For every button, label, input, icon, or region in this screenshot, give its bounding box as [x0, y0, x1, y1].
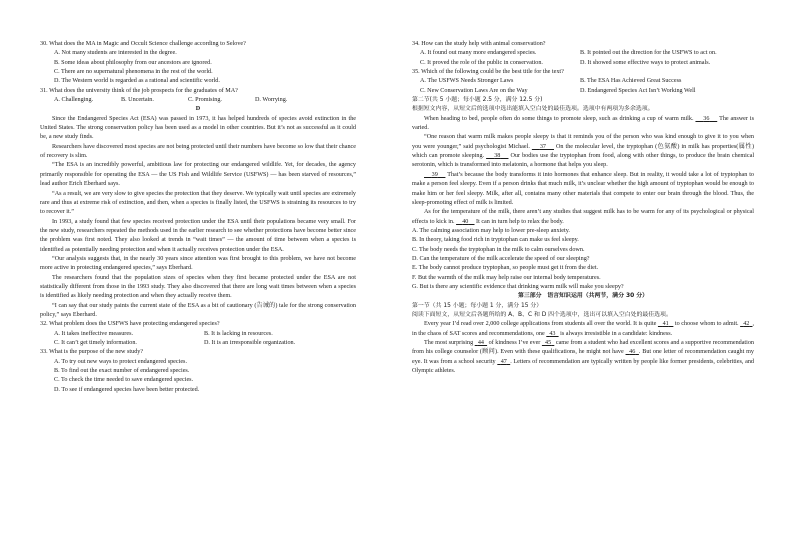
text-run: The answer is varied.: [412, 115, 754, 132]
option-f: F. But the warmth of the milk may help raise our internal body temperatures.: [412, 274, 601, 281]
passage-paragraph: [412, 171, 754, 208]
q34-option-d: D. It showed some effective ways to protect animals.: [580, 59, 711, 66]
q34-option-c: C. It proved the role of the public in conservation.: [420, 59, 543, 66]
q35-option-b: B. The ESA Has Achieved Great Success: [580, 78, 682, 85]
blank-43: [546, 331, 558, 337]
q30-option-d: D. The Western world is regarded as a rational and scientific world.: [54, 78, 220, 85]
q33-stem: 33. What is the purpose of the new study?: [40, 349, 144, 356]
q34-options-ab: [412, 49, 754, 58]
q33-option-b: B. To find out the exact number of endangered species.: [54, 368, 190, 375]
blank-number: 38: [494, 153, 501, 160]
part3-section1-heading: 第一节（共 15 小题；每小题 1 分，满分 15 分）: [412, 302, 543, 309]
blank-36: [695, 116, 717, 122]
text-run: “One reason that warm milk makes people sleepy is that it reminds you of the person who was kind enough to give it to you when you were younger,” said psychologist Michael.: [412, 134, 754, 150]
blank-38: [486, 153, 508, 159]
passage-paragraph: Since the Endangered Species Act (ESA) was passed in 1973, it has helped hundreds of species avoid extinction in the United States. The strong conservation policy has been used as a model in other countries. But it’s not as successful as it could be, a new study finds.: [40, 115, 356, 141]
text-run: As for the temperature of the milk, there aren’t any studies that suggest milk has to be warm for any of its psychological or physical effects to kick in.: [412, 209, 754, 225]
blank-number: 40: [462, 218, 469, 225]
text-run: . But one letter of recommendation caught my eye. It was from a school security: [412, 349, 754, 365]
passage-paragraph: [412, 115, 754, 134]
blank-45: [542, 340, 554, 346]
option-c: C. The body needs the tryptophan in the milk to calm ourselves down.: [412, 246, 585, 253]
text-run: On the molecular level, the tryptophan (色氨酸) in milk has properties(属性) which can promote sleeping.: [412, 143, 754, 160]
q32-option-c: C. It can’t get timely information.: [54, 340, 137, 346]
text-run: It can in turn help to relax the body.: [476, 218, 564, 225]
blank-number: 47: [500, 358, 507, 365]
blank-number: 36: [703, 115, 710, 122]
option-e: E. The body cannot produce tryptophan, so people must get it from the diet.: [412, 265, 599, 272]
q31-option-d: D. Worrying.: [255, 97, 288, 104]
q30-option-c: C. There are no supernatural phenomena in the rest of the world.: [54, 69, 213, 76]
q31-option-c: C. Promising.: [188, 97, 222, 104]
part3-instruction: 阅读下面短文，从短文后各题所给的 A、B、C 和 D 四个选项中，选出可以填入空白处的最佳选项。: [412, 311, 672, 318]
text-run: of kindness I’ve ever: [488, 340, 541, 346]
q31-option-b: B. Uncertain.: [121, 97, 154, 104]
cloze-paragraph: [412, 339, 754, 376]
q30-option-a: A. Not many students are interested in the degree.: [54, 50, 177, 57]
q35-option-d: D. Endangered Species Act Isn’t Working Well: [580, 87, 696, 94]
part3-heading: 第三部分 语言知识运用（共两节，满分 30 分）: [517, 293, 649, 300]
q30-stem: 30. What does the MA in Magic and Occult Science challenge according to Selove?: [40, 41, 246, 47]
q35-options-ab: [412, 77, 754, 86]
text-run: , in the chaos of SAT scores and recommendations, one: [412, 321, 754, 337]
q35-option-a: A. The USFWS Needs Stronger Laws: [420, 78, 514, 85]
blank-number: 44: [477, 340, 484, 346]
q34-options-cd: [412, 59, 754, 68]
q35-option-c: C. New Conservation Laws Are on the Way: [420, 87, 528, 94]
option-b: B. In theory, taking food rich in tryptophan can make us feel sleepy.: [412, 237, 579, 244]
q32-option-a: A. It takes ineffective measures.: [54, 330, 134, 337]
q32-options-cd: [40, 339, 356, 348]
blank-47: [497, 359, 510, 365]
passage-paragraph: The researchers found that the population sizes of species when they first became protected under the ESA are not statistically different from those in the 1993 study. They also discovered that there are long wait times between when a species is identified as likely needing protection and when they actually receive them.: [40, 274, 356, 300]
text-run: to choose whom to admit.: [674, 321, 739, 328]
q35-options-cd: [412, 87, 754, 96]
q31-option-a: A. Challenging.: [54, 97, 94, 104]
passage-paragraph: “Our analysis suggests that, in the nearly 30 years since attention was first brought to this problem, we have not become more active in protecting endangered species,” says Eberhard.: [40, 255, 356, 272]
cloze-paragraph: [412, 320, 754, 339]
passage-paragraph: “The ESA is an incredibly powerful, ambitious law for protecting our endangered wildlife. Yet, for decades, the agency primarily responsible for operating the ESA — the US Fish and Wildlife Service (USFWS) — has been starved of resources,” lead author Erich Eberhard says.: [40, 162, 356, 188]
text-run: . Letters of recommendation are typically written by people like former presidents, celebrities, and Olympic athletes.: [412, 358, 754, 375]
blank-number: 43: [549, 330, 556, 337]
blank-number: 39: [431, 171, 438, 178]
text-run: Our bodies use the tryptophan from food, along with other things, to produce the brain chemical serotonin, which is transformed into melatonin, a hormone that helps you sleep.: [412, 153, 755, 169]
passage-paragraph: In 1993, a study found that few species received protection under the ESA until their populations became very small. For the new study, researchers repeated the methods used in the earlier research to see whether protections have become better since the problem was first noted. They also looked at trends in “wait times” — the amount of time between when a species is identified as potentially needing protection and when it actually receives protection under the ESA.: [40, 218, 356, 253]
blank-number: 41: [662, 321, 669, 328]
blank-44: [475, 340, 487, 346]
option-d: D. Can the temperature of the milk accelerate the speed of our sleeping?: [412, 255, 590, 262]
right-column: [412, 40, 754, 376]
q32-stem: 32. What problem does the USFWS have protecting endangered species?: [40, 321, 220, 328]
q35-stem: 35. Which of the following could be the best title for the text?: [412, 69, 564, 76]
q32-option-d: D. It is an irresponsible organization.: [204, 340, 296, 346]
passage-paragraph: “As a result, we are very slow to give species the protection that they deserve. We typically wait until species are extremely rare and thus at extreme risk of extinction, and then, when a species is finally listed, the USFWS is straining its resources to try to recover it.”: [40, 190, 356, 216]
text-run: came from a student who had excellent scores and a supportive recommendation from his college counselor (顾问). Even with these qualifications, he might not have: [412, 340, 754, 356]
q34-stem: 34. How can the study help with animal conservation?: [412, 41, 546, 47]
q31-stem: 31. What does the university think of the job prospects for the graduates of MA?: [40, 87, 238, 94]
text-run: Every year I’d read over 2,000 college applications from students all over the world. It is quite: [424, 321, 657, 328]
q30-option-b: B. Some ideas about philosophy from our ancestors are ignored.: [54, 59, 212, 66]
q31-options: [40, 96, 356, 105]
passage-paragraph: [412, 208, 754, 227]
passage-paragraph: Researchers have discovered most species are not being protected until their numbers have become so low that their chance of recovery is slim.: [40, 143, 356, 160]
left-column: [40, 40, 356, 395]
blank-number: 46: [629, 349, 636, 356]
option-a: A. The calming association may help to lower pre-sleep anxiety.: [412, 227, 570, 234]
blank-40: [456, 219, 474, 225]
text-run: is always irresistible in a candidate: kindness.: [560, 330, 673, 337]
passage-paragraph: [412, 133, 754, 170]
section2-heading: 第二节(共 5 小题；每小题 2.5 分，满分 12.5 分): [412, 97, 543, 104]
blank-41: [658, 321, 673, 327]
text-run: When heading to bed, people often do some things to promote sleep, such as drinking a cup of warm milk.: [424, 115, 694, 122]
section2-instruction: 根据短文内容，从短文后的选项中选出能填入空白处的最佳选项。选项中有两项为多余选项。: [412, 106, 654, 113]
q34-option-b: B. It pointed out the direction for the USFWS to act on.: [580, 50, 717, 57]
q33-option-a: A. To try out new ways to protect endangered species.: [54, 358, 187, 365]
blank-42: [740, 321, 752, 327]
q34-option-a: A. It found out many more endangered species.: [420, 50, 537, 57]
blank-number: 42: [743, 321, 750, 328]
blank-number: 37: [539, 143, 546, 150]
passage-paragraph: “I can say that our study paints the current state of the ESA as a bit of cautionary (告诫的) tale for the strong conservation policy,” says Eberhard.: [40, 302, 356, 318]
blank-46: [626, 349, 639, 355]
passage-letter: D: [195, 106, 201, 113]
blank-number: 45: [545, 340, 552, 346]
blank-37: [532, 144, 554, 150]
text-run: That’s because the body transforms it into hormones that enhance sleep. But in reality, it would take a lot of tryptophan to make a person feel sleepy. Even if a person drinks that much milk, it’s unclear whether the high amount of tryptophan would be enough to make him or her feel sleepy. Milk, after all, contains many other materials that compete to enter our brain through the blood. Thus, the sleep-promoting effect of milk is limited.: [412, 171, 754, 206]
blank-39: [424, 172, 445, 178]
text-run: The most surprising: [424, 340, 474, 346]
option-g: G. But is there any scientific evidence that drinking warm milk will make you sleepy?: [412, 283, 624, 290]
q33-option-d: D. To see if endangered species have been better protected.: [54, 386, 200, 393]
q32-option-b: B. It is lacking in resources.: [204, 330, 273, 337]
q32-options-ab: [40, 330, 356, 339]
q33-option-c: C. To check the time needed to save endangered species.: [54, 377, 194, 384]
